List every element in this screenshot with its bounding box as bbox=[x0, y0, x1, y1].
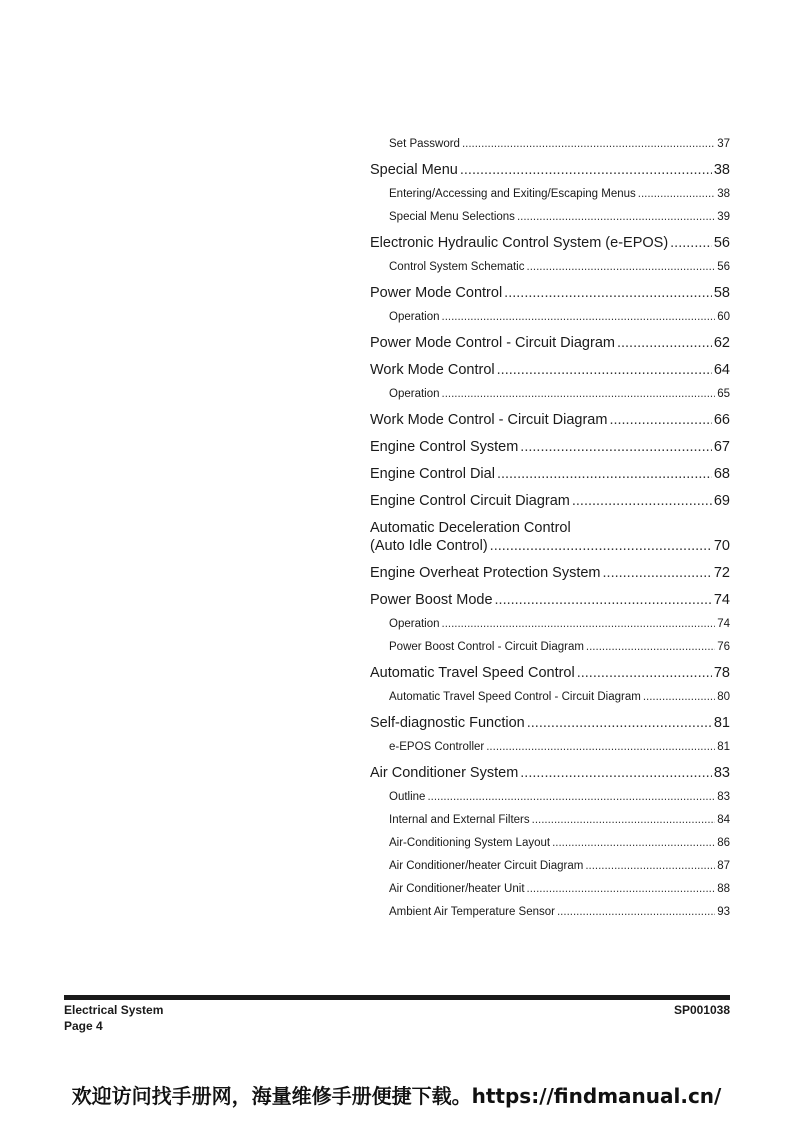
page-number: 72 bbox=[713, 565, 730, 581]
toc-entry[interactable]: Operation ..... 74 bbox=[370, 617, 730, 632]
toc-entry[interactable]: Set Password ..... 37 bbox=[370, 137, 730, 152]
toc-entry[interactable]: Outline ..... 83 bbox=[370, 790, 730, 805]
page-number: 38 bbox=[717, 188, 730, 200]
toc-entry[interactable]: Special Menu Selections ..... 39 bbox=[370, 210, 730, 225]
page-number: 78 bbox=[713, 665, 730, 681]
toc-entry[interactable]: Air Conditioner System ..... 83 bbox=[370, 764, 730, 782]
page-number: 88 bbox=[717, 883, 730, 895]
page-number: 87 bbox=[717, 860, 730, 872]
toc-entry[interactable]: Power Mode Control ..... 58 bbox=[370, 284, 730, 302]
toc-entry[interactable]: Power Boost Control - Circuit Diagram ..... 76 bbox=[370, 640, 730, 655]
toc-entry[interactable]: Air Conditioner/heater Unit ..... 88 bbox=[370, 882, 730, 897]
page-number: 81 bbox=[713, 715, 730, 731]
toc-entry[interactable]: Special Menu ..... 38 bbox=[370, 161, 730, 179]
toc-entry[interactable]: Engine Overheat Protection System ..... 72 bbox=[370, 564, 730, 582]
toc-entry[interactable]: Engine Control Dial ..... 68 bbox=[370, 465, 730, 483]
toc-entry[interactable]: Air-Conditioning System Layout ..... 86 bbox=[370, 836, 730, 851]
toc-entry[interactable]: Ambient Air Temperature Sensor ..... 93 bbox=[370, 905, 730, 920]
toc-entry[interactable]: Operation ..... 60 bbox=[370, 310, 730, 325]
toc-entry[interactable]: Electronic Hydraulic Control System (e-EPOS) ..... 56 bbox=[370, 234, 730, 252]
footer-doc-id: SP001038 bbox=[673, 1003, 730, 1017]
page-number: 64 bbox=[713, 362, 730, 378]
page-number: 62 bbox=[713, 335, 730, 351]
page-number: 56 bbox=[713, 235, 730, 251]
page-number: 66 bbox=[713, 412, 730, 428]
page-number: 83 bbox=[717, 791, 730, 803]
toc-entry[interactable]: Operation ..... 65 bbox=[370, 387, 730, 402]
footer-page-number: Page 4 bbox=[64, 1019, 103, 1033]
toc-entry[interactable]: Automatic Travel Speed Control ..... 78 bbox=[370, 664, 730, 682]
toc-entry[interactable]: Automatic Travel Speed Control - Circuit Diagram ..... 80 bbox=[370, 690, 730, 705]
page-number: 67 bbox=[713, 439, 730, 455]
page-number: 70 bbox=[713, 538, 730, 554]
page-number: 56 bbox=[717, 261, 730, 273]
toc-entry[interactable]: Control System Schematic ..... 56 bbox=[370, 260, 730, 275]
table-of-contents bbox=[370, 137, 730, 920]
page-number: 69 bbox=[713, 493, 730, 509]
toc-entry[interactable]: Engine Control System ..... 67 bbox=[370, 438, 730, 456]
page-number: 58 bbox=[713, 285, 730, 301]
page-number: 74 bbox=[717, 618, 730, 630]
page-number: 74 bbox=[713, 592, 730, 608]
toc-entry-multiline[interactable]: Automatic Deceleration Control (Auto Idle Control) ..... 70 bbox=[370, 519, 730, 555]
page-number: 37 bbox=[717, 138, 730, 150]
page-number: 39 bbox=[717, 211, 730, 223]
page-number: 83 bbox=[713, 765, 730, 781]
toc-entry[interactable]: Power Boost Mode ..... 74 bbox=[370, 591, 730, 609]
footer-left bbox=[64, 1002, 163, 1034]
toc-entry[interactable]: Air Conditioner/heater Circuit Diagram ..... 87 bbox=[370, 859, 730, 874]
page-number: 68 bbox=[713, 466, 730, 482]
download-banner[interactable]: 欢迎访问找手册网，海量维修手册便捷下载。https://findmanual.cn/ bbox=[71, 1084, 722, 1108]
page-number: 84 bbox=[717, 814, 730, 826]
page-number: 76 bbox=[717, 641, 730, 653]
page-number: 65 bbox=[717, 388, 730, 400]
page-number: 93 bbox=[717, 906, 730, 918]
page-number: 86 bbox=[717, 837, 730, 849]
toc-entry[interactable]: Entering/Accessing and Exiting/Escaping Menus ..... 38 bbox=[370, 187, 730, 202]
toc-entry[interactable]: Self-diagnostic Function ..... 81 bbox=[370, 714, 730, 732]
page-number: 38 bbox=[713, 162, 730, 178]
toc-entry[interactable]: Engine Control Circuit Diagram ..... 69 bbox=[370, 492, 730, 510]
page-number: 81 bbox=[717, 741, 730, 753]
toc-entry[interactable]: e-EPOS Controller ..... 81 bbox=[370, 740, 730, 755]
toc-entry[interactable]: Work Mode Control ..... 64 bbox=[370, 361, 730, 379]
page-number: 80 bbox=[717, 691, 730, 703]
page-number: 60 bbox=[717, 311, 730, 323]
toc-entry[interactable]: Internal and External Filters ..... 84 bbox=[370, 813, 730, 828]
footer-section-title: Electrical System bbox=[64, 1003, 164, 1017]
toc-entry[interactable]: Power Mode Control - Circuit Diagram ..... 62 bbox=[370, 334, 730, 352]
toc-entry[interactable]: Work Mode Control - Circuit Diagram ..... 66 bbox=[370, 411, 730, 429]
footer-divider bbox=[64, 995, 730, 1000]
